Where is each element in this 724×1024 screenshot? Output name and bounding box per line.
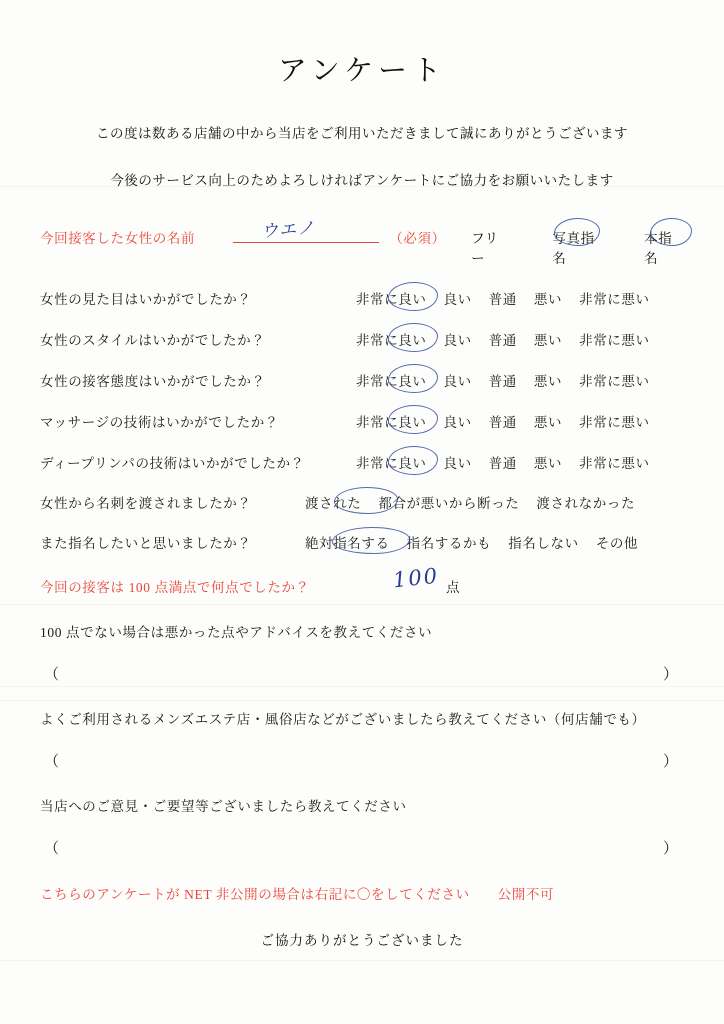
score-unit: 点 (446, 580, 461, 595)
option-main-nomination[interactable]: 本指名 (644, 231, 673, 266)
right-paren: ） (662, 754, 678, 770)
question-label: 女性のスタイルはいかがでしたか？ (40, 333, 266, 348)
option-best[interactable]: 非常に良い (356, 456, 427, 471)
option-bad[interactable]: 悪い (533, 415, 563, 430)
option-not-nominate[interactable]: 指名しない (508, 536, 579, 551)
option-normal[interactable]: 普通 (488, 456, 517, 471)
option-good[interactable]: 良い (443, 292, 472, 307)
option-bad[interactable]: 悪い (533, 374, 563, 389)
intro-line-2: 今後のサービス向上のためよろしければアンケートにご協力をお願いいたします (110, 173, 614, 188)
option-good[interactable]: 良い (443, 374, 472, 389)
free-text-prompt-2: よくご利用されるメンズエステ店・風俗店などがございましたら教えてください（何店舗でも） (40, 712, 646, 727)
option-best[interactable]: 非常に良い (356, 292, 427, 307)
option-best[interactable]: 非常に良い (356, 374, 427, 389)
option-bad[interactable]: 悪い (533, 292, 563, 307)
question-label: 女性から名刺を渡されましたか？ (40, 496, 252, 511)
option-photo-nomination[interactable]: 写真指名 (552, 231, 595, 266)
left-paren: （ (44, 841, 60, 857)
name-input-line[interactable] (233, 218, 379, 243)
question-row-deep-lymph-skill (38, 452, 686, 472)
question-row-massage-skill (38, 411, 686, 431)
option-good[interactable]: 良い (443, 415, 472, 430)
question-label: 女性の見た目はいかがでしたか？ (40, 292, 252, 307)
option-worst[interactable]: 非常に悪い (579, 333, 650, 348)
option-normal[interactable]: 普通 (488, 415, 517, 430)
handwritten-score: 100 (391, 563, 441, 593)
option-bad[interactable]: 悪い (533, 333, 563, 348)
free-text-field-3[interactable] (38, 837, 686, 857)
disclosure-text: こちらのアンケートが NET 非公開の場合は右記に〇をしてください (40, 887, 470, 902)
disclosure-option-private[interactable]: 公開不可 (497, 887, 555, 902)
question-label: ディープリンパの技術はいかがでしたか？ (40, 456, 305, 471)
right-paren: ） (662, 841, 678, 857)
intro-line-1: この度は数ある店舗の中から当店をご利用いただきまして誠にありがとうございます (96, 126, 628, 141)
page-title: アンケート (277, 55, 447, 87)
question-row-style (38, 329, 686, 349)
thanks-text: ご協力ありがとうございました (260, 933, 464, 948)
free-text-prompt-3: 当店へのご意見・ご要望等ございましたら教えてください (40, 799, 407, 814)
left-paren: （ (44, 667, 60, 683)
option-other[interactable]: その他 (595, 536, 639, 551)
question-row-score (38, 563, 686, 596)
question-row-service-attitude (38, 370, 686, 390)
option-card-declined[interactable]: 都合が悪いから断った (378, 496, 520, 511)
option-normal[interactable]: 普通 (488, 333, 517, 348)
question-label: マッサージの技術はいかがでしたか？ (40, 415, 279, 430)
question-row-appearance (38, 288, 686, 308)
score-question-label: 今回の接客は 100 点満点で何点でしたか？ (40, 580, 310, 595)
option-maybe-nominate[interactable]: 指名するかも (406, 536, 492, 551)
option-free[interactable]: フリー (471, 231, 499, 266)
option-good[interactable]: 良い (443, 333, 472, 348)
right-paren: ） (662, 667, 678, 683)
free-text-field-2[interactable] (38, 750, 686, 770)
option-best[interactable]: 非常に良い (356, 415, 427, 430)
option-normal[interactable]: 普通 (488, 374, 517, 389)
option-worst[interactable]: 非常に悪い (579, 456, 650, 471)
free-text-prompt-1: 100 点でない場合は悪かった点やアドバイスを教えてください (40, 625, 433, 640)
question-label: また指名したいと思いましたか？ (40, 536, 252, 551)
option-card-not-received[interactable]: 渡されなかった (536, 496, 636, 511)
question-row-business-card (38, 492, 686, 512)
question-label: 女性の接客態度はいかがでしたか？ (40, 374, 266, 389)
option-worst[interactable]: 非常に悪い (579, 415, 650, 430)
left-paren: （ (44, 754, 60, 770)
option-worst[interactable]: 非常に悪い (579, 292, 650, 307)
option-definitely-nominate[interactable]: 絶対指名する (305, 536, 390, 551)
handwritten-name: ウエノ (260, 218, 316, 242)
name-row (38, 218, 686, 267)
option-bad[interactable]: 悪い (533, 456, 563, 471)
option-worst[interactable]: 非常に悪い (579, 374, 650, 389)
free-text-field-1[interactable] (38, 663, 686, 683)
option-normal[interactable]: 普通 (488, 292, 517, 307)
option-card-received[interactable]: 渡された (305, 496, 362, 511)
disclosure-row (38, 883, 686, 903)
option-good[interactable]: 良い (443, 456, 472, 471)
name-label: 今回接客した女性の名前 (40, 231, 196, 246)
option-best[interactable]: 非常に良い (356, 333, 427, 348)
question-row-repeat-nomination (38, 532, 686, 552)
required-mark: （必須） (389, 231, 446, 246)
